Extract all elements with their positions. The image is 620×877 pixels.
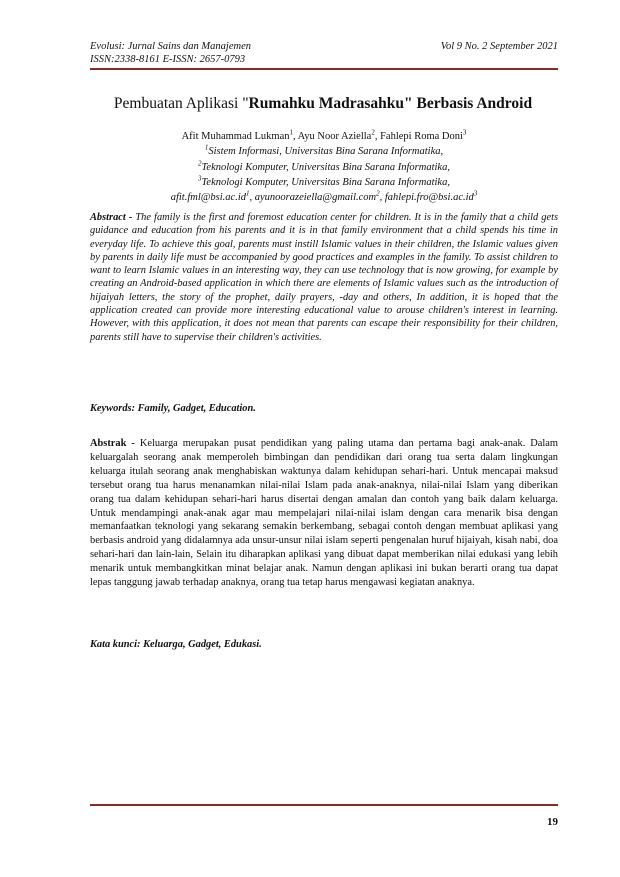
email-separator: , bbox=[379, 192, 385, 204]
author-list bbox=[90, 129, 558, 144]
keywords-english: Keywords: Family, Gadget, Education. bbox=[90, 403, 256, 414]
abstract-text: The family is the first and foremost education center for children. It is in the family that a child gets guidance and education from his parents and it is in that family environment that a child spends his time in everyday life. To achieve this goal, parents must instill Islamic values in their children, the Islamic values given by parents in daily life must be accompanied by good practices and examples in the family. To assist children to want to learn Islamic values in an interesting way, they can use technology that is now growing, for example by creating an Android-based application in which there are elements of Islamic values such as the introduction of hijaiyah letters, the story of the prophet, daily prayers, -day and others, In addition, it is hoped that the application created can provide more interesting educational value to arouse children's interest in learning. However, with this application, it does not mean that parents can escape their responsibility for their children, parents still have to supervise their children's activities. bbox=[90, 212, 559, 343]
email[interactable]: fahlepi.fro@bsi.ac.id bbox=[384, 192, 474, 204]
abstract-label: Abstract - bbox=[90, 212, 136, 223]
running-header bbox=[90, 40, 558, 66]
email[interactable]: afit.fml@bsi.ac.id bbox=[170, 192, 247, 204]
keywords-indonesian: Kata kunci: Keluarga, Gadget, Edukasi. bbox=[90, 639, 262, 650]
author-sup: 3 bbox=[462, 128, 467, 137]
email-sup: 2 bbox=[376, 189, 380, 198]
affiliation-text: Sistem Informasi, Universitas Bina Sarana Informatika, bbox=[208, 146, 444, 158]
abstrak-label: Abstrak - bbox=[90, 438, 140, 449]
author-separator: , bbox=[292, 131, 298, 142]
author-block bbox=[90, 129, 558, 205]
title-bold: Rumahku Madrasahku" Berbasis Android bbox=[248, 95, 533, 112]
paper-title bbox=[70, 94, 576, 114]
affiliation-text: Teknologi Komputer, Universitas Bina Sarana Informatika, bbox=[201, 161, 450, 173]
email[interactable]: ayunoorazeiella@gmail.com bbox=[254, 192, 377, 204]
footer-rule bbox=[90, 804, 558, 806]
page-number: 19 bbox=[547, 816, 558, 828]
volume-issue: Vol 9 No. 2 September 2021 bbox=[440, 41, 558, 52]
email-list bbox=[90, 190, 558, 205]
author-name: Fahlepi Roma Doni bbox=[380, 131, 463, 142]
abstract-english bbox=[90, 211, 558, 344]
title-prefix: Pembuatan Aplikasi " bbox=[113, 95, 249, 112]
email-sup: 1 bbox=[246, 189, 250, 198]
affiliation-text: Teknologi Komputer, Universitas Bina Sarana Informatika, bbox=[201, 176, 450, 188]
affiliation bbox=[90, 144, 558, 159]
email-sup: 3 bbox=[473, 189, 478, 198]
issn: ISSN:2338-8161 E-ISSN: 2657-0793 bbox=[90, 54, 246, 65]
journal-name: Evolusi: Jurnal Sains dan Manajemen bbox=[90, 41, 251, 52]
author-sup: 1 bbox=[289, 128, 293, 137]
affiliation-sup: 3 bbox=[198, 174, 202, 183]
abstrak-text: Keluarga merupakan pusat pendidikan yang paling utama dan pertama bagi anak-anak. Dalam keluargalah seorang anak memperoleh bimbingan dan pendidikan dari orang tua serta dalam lingkungan keluarga itulah seorang anak menghabiskan waktunya dalam kehidupan sehari-hari. Untuk mencapai maksud tersebut orang tua harus menanamkan nilai-nilai Islam pada anak-anaknya, nilai-nilai Islam yang diberikan orang tua dalam kehidupan sehari-hari harus disertai dengan amalan dan contoh yang baik dalam keluarga. Untuk mendampingi anak-anak agar mau mempelajari nilai-nilai islam dengan cara menarik bisa dengan memanfaatkan teknologi yang sekarang semakin berkembang, sebagai contoh dengan membuat aplikasi yang berbasis android yang didalamnya ada unsur-unsur nilai islam seperti pengenalan huruf hijaiyah, kisah nabi, doa sehari-hari dan lain-lain, Selain itu diharapkan aplikasi yang dibuat dapat memberikan nilai edukasi yang lebih menarik untuk membangkitkan minat belajar anak. Namun dengan aplikasi ini bukan berarti orang tua dapat lepas tanggung jawab terhadap anaknya, orang tua tetap harus mengawasi kegiatan anaknya. bbox=[90, 438, 558, 589]
affiliation bbox=[90, 160, 558, 175]
affiliation-sup: 2 bbox=[198, 159, 202, 168]
affiliation bbox=[90, 175, 558, 190]
author-separator: , bbox=[374, 131, 381, 142]
email-separator: , bbox=[249, 192, 255, 204]
author-name: Ayu Noor Aziella bbox=[297, 131, 372, 142]
abstract-indonesian bbox=[90, 437, 558, 590]
affiliation-sup: 1 bbox=[204, 143, 209, 152]
author-sup: 2 bbox=[371, 128, 375, 137]
header-rule bbox=[90, 68, 558, 70]
author-name: Afit Muhammad Lukman bbox=[181, 131, 290, 142]
